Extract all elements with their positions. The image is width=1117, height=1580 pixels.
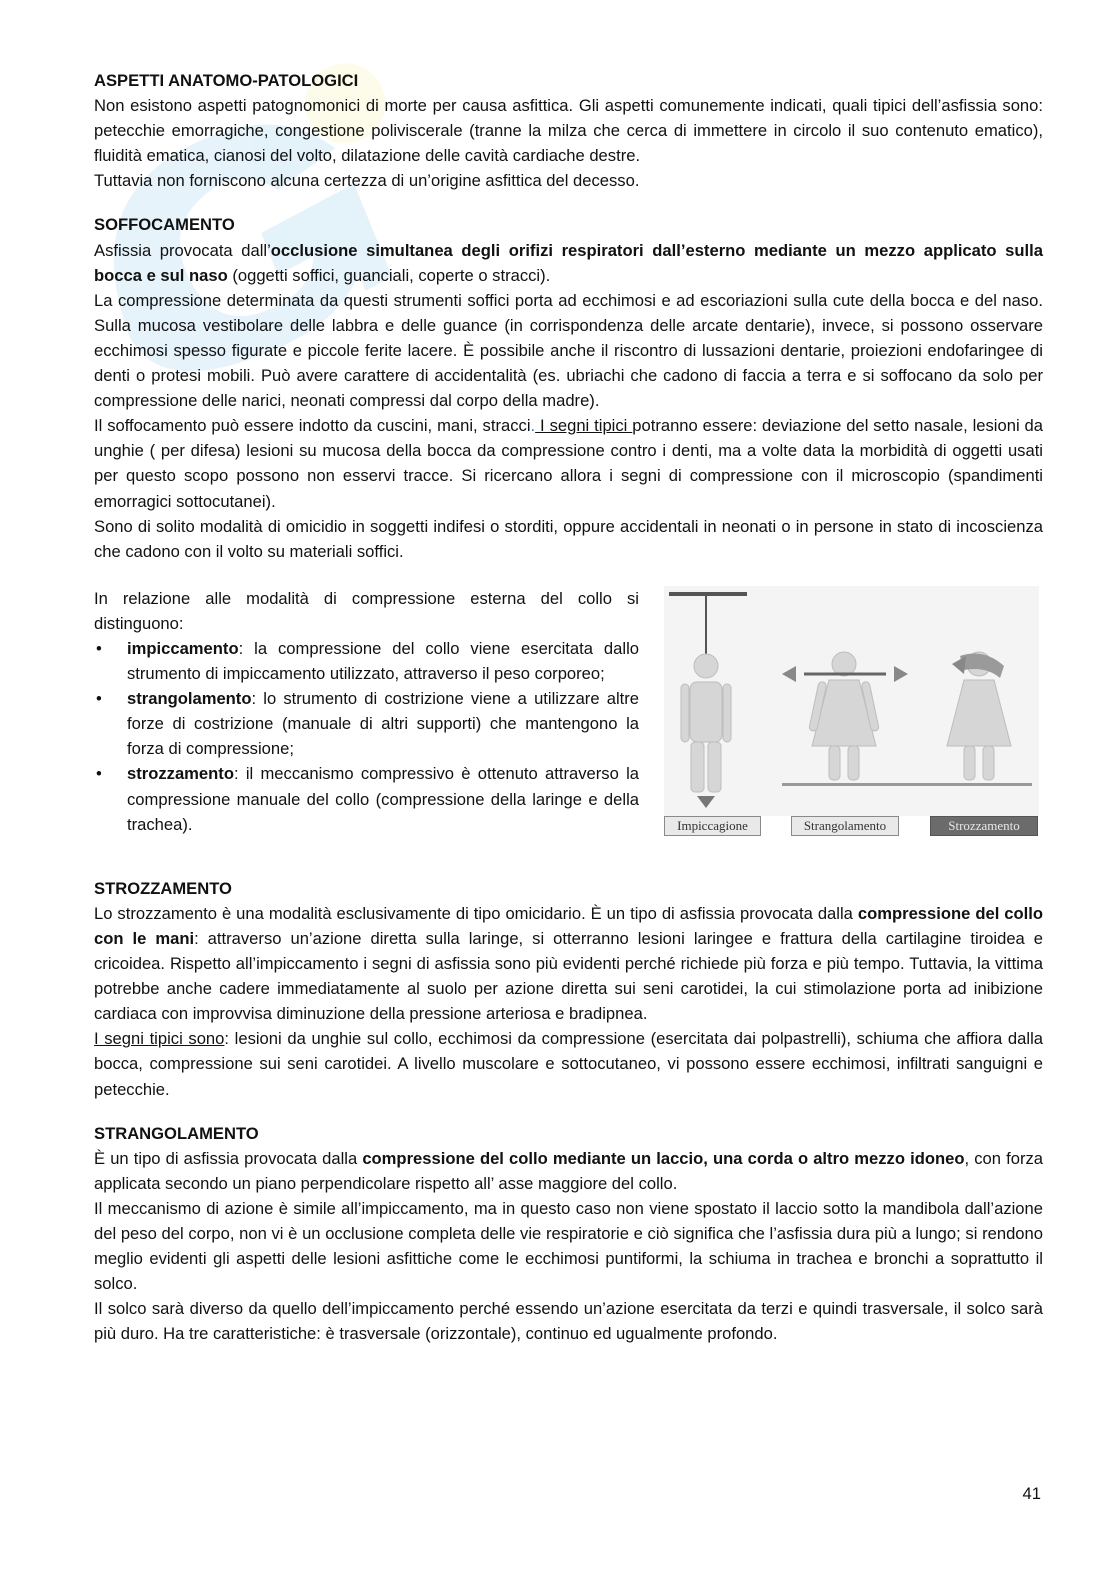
underlined-phrase: I segni tipici sono	[94, 1029, 225, 1049]
paragraph: Non esistono aspetti patognomonici di morte per causa asfittica. Gli aspetti comunemente indicati, quali tipici dell’asfissia sono: petecchie emorragiche, congestione poliviscerale (tranne la milza che cerca di immettere in circolo il suo contenuto ematico), fluidità ematica, cianosi del volto, dilatazione delle cavità cardiache destre.	[94, 96, 1043, 166]
asphyxia-types-figure	[664, 586, 1039, 846]
paragraph: Asfissia provocata dall’occlusione simultanea degli orifizi respiratori dall’esterno mediante un mezzo applicato sulla bocca e sul naso (oggetti soffici, guanciali, coperte o stracci).	[94, 240, 1043, 285]
paragraph: Tuttavia non forniscono alcuna certezza di un’origine asfittica del decesso.	[94, 171, 640, 191]
underlined-phrase: I segni tipici	[535, 416, 633, 436]
bold-phrase: compressione del collo con le mani	[94, 903, 1043, 948]
list-item: • strangolamento: lo strumento di costrizione viene a utilizzare altre forze di costrizione (manuale di altri supporti) che mantengono la forza di compressione;	[96, 689, 639, 759]
figure-illustration	[664, 586, 1039, 816]
list-item: • impiccamento: la compressione del collo viene esercitata dallo strumento di impiccamento utilizzato, attraverso il peso corporeo;	[96, 638, 639, 684]
ground-line	[782, 783, 1032, 786]
document-page	[94, 68, 1043, 1346]
paragraph: Il solco sarà diverso da quello dell’impiccamento perché essendo un’azione esercitata da terzi e quindi trasversale, il solco sarà più duro. Ha tre caratteristiche: è trasversale (orizzontale), continuo ed ugualmente profondo.	[94, 1299, 1043, 1344]
heading-strangolamento: STRANGOLAMENTO	[94, 1123, 259, 1143]
gallows-beam	[669, 592, 747, 596]
bullet-list	[94, 636, 639, 837]
paragraph: I segni tipici sono: lesioni da unghie sul collo, ecchimosi da compressione (esercitata dai polpastrelli), schiuma che affiora dalla bocca, compressione sui seni carotidei. A livello muscolare e sottocutaneo, vi possono essere ecchimosi, infiltrati sanguigni e petecchie.	[94, 1029, 1043, 1099]
neck-compression-text	[94, 586, 639, 837]
paragraph: La compressione determinata da questi strumenti soffici porta ad ecchimosi e ad escoriazioni sulla cute della bocca e del naso. Sulla mucosa vestibolare delle labbra e delle guance (in corrispondenza delle arcate dentarie), invece, si possono osservare ecchimosi spesso figurate e piccole ferite lacere. È possibile anche il riscontro di lussazioni dentarie, proiezioni endofaringee di denti o protesi mobili. Può avere carattere di accidentalità (es. ubriachi che cadono di faccia a terra e si soffocano da solo per compressione delle narici, neonati compressi dal corpo della madre).	[94, 290, 1043, 411]
heading-aspetti: ASPETTI ANATOMO-PATOLOGICI	[94, 71, 359, 90]
paragraph: In relazione alle modalità di compressione esterna del collo si distinguono:	[94, 588, 639, 633]
heading-soffocamento: SOFFOCAMENTO	[94, 215, 235, 235]
paragraph: Il meccanismo di azione è simile all’impiccamento, ma in questo caso non viene spostato il laccio sotto la mandibola dall’azione del peso del corpo, non vi è un occlusione completa delle vie respiratorie e ciò significa che l’asfissia dura più a lungo; si rendono meglio evidenti gli aspetti delle lesioni asfittiche come le ecchimosi puntiformi, la schiuma in trachea e bronchi a soprattutto il solco.	[94, 1198, 1043, 1294]
page-number: 41	[1022, 1484, 1041, 1503]
label-strozzamento: Strozzamento	[930, 816, 1038, 836]
paragraph: È un tipo di asfissia provocata dalla compressione del collo mediante un laccio, una corda o altro mezzo idoneo, con forza applicata secondo un piano perpendicolare rispetto all’ asse maggiore del collo.	[94, 1148, 1043, 1193]
neck-compression-block	[94, 586, 1043, 876]
list-item: • strozzamento: il meccanismo compressivo è ottenuto attraverso la compressione manuale del collo (compressione della laringe e della trachea).	[96, 764, 639, 834]
heading-strozzamento: STROZZAMENTO	[94, 878, 232, 898]
label-strangolamento: Strangolamento	[791, 816, 899, 836]
bold-phrase: compressione del collo mediante un laccio, una corda o altro mezzo idoneo	[362, 1148, 965, 1168]
paragraph: Sono di solito modalità di omicidio in soggetti indifesi o storditi, oppure accidentali in neonati o in persone in stato di incoscienza che cadono con il volto su materiali soffici.	[94, 516, 1043, 561]
paragraph: Il soffocamento può essere indotto da cuscini, mani, stracci. I segni tipici potranno essere: deviazione del setto nasale, lesioni da unghie ( per difesa) lesioni su mucosa della bocca da compressione contro i denti, ma a volte data la morbidità di oggetti usati per questo scopo possono non esservi tracce. Si ricercano allora i segni di compressione con il microscopio (spandimenti emorragici sottocutanei).	[94, 416, 1043, 511]
paragraph: Lo strozzamento è una modalità esclusivamente di tipo omicidario. È un tipo di asfissia provocata dalla compressione del collo con le mani: attraverso un’azione diretta sulla laringe, si otterranno lesioni laringee e frattura della cartilagine tiroidea e cricoidea. Rispetto all’impiccamento i segni di asfissia sono più evidenti perché richiede più forza e più tempo. Tuttavia, la vittima potrebbe anche cadere immediatamente al suolo per azione diretta sui seni carotidei, la cui stimolazione porta ad inibizione cardiaca con improvvisa diminuzione della pressione arteriosa e bradipnea.	[94, 903, 1043, 1024]
label-impiccagione: Impiccagione	[664, 816, 761, 836]
bold-phrase: occlusione simultanea degli orifizi respiratori dall’esterno mediante un mezzo applicato sulla bocca e sul naso	[94, 240, 1043, 285]
